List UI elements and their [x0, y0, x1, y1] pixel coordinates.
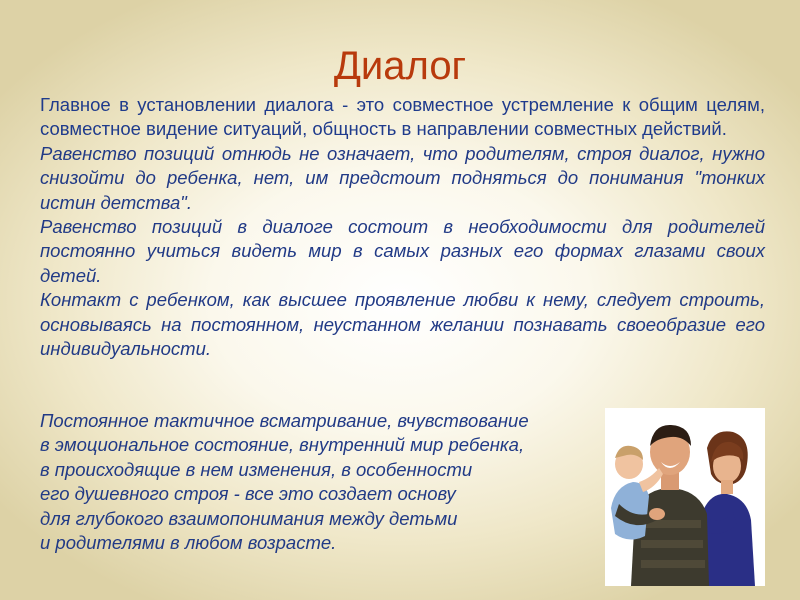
- family-photo-icon: [605, 408, 765, 586]
- paragraph-empathy-line: его душевного строя - все это создает основу: [40, 483, 456, 505]
- paragraph-empathy-line: в происходящие в нем изменения, в особенности: [40, 458, 473, 480]
- paragraph-empathy-line: для глубокого взаимопонимания между детьми: [40, 507, 458, 529]
- paragraph-empathy-line: в эмоциональное состояние, внутренний мир ребенка,: [40, 434, 525, 456]
- paragraph-empathy-line: Постоянное тактичное всматривание, вчувствование: [40, 410, 529, 431]
- paragraph-dialogue-equality: Равенство позиций в диалоге состоит в необходимости для родителей постоянно учиться видеть мир в самых разных его формах глазами своих детей.: [40, 216, 765, 286]
- paragraph-empathy-line: и родителями в любом возрасте.: [40, 532, 337, 554]
- paragraph-main-idea: Главное в установлении диалога - это совместное устремление к общим целям, совместное видение ситуаций, общность в направлении совместных действий.: [40, 94, 765, 140]
- slide-title: Диалог: [333, 44, 467, 88]
- paragraph-empathy: [40, 409, 620, 555]
- paragraph-equality: Равенство позиций отнюдь не означает, что родителям, строя диалог, нужно снизойти до ребенка, нет, им предстоит подняться до понимания "тонких истин детства".: [40, 142, 765, 213]
- paragraph-contact: Контакт с ребенком, как высшее проявление любви к нему, следует строить, основываясь на постоянном, неустанном желании познавать своеобразие его индивидуальности.: [40, 289, 765, 360]
- slide-body: [40, 93, 765, 361]
